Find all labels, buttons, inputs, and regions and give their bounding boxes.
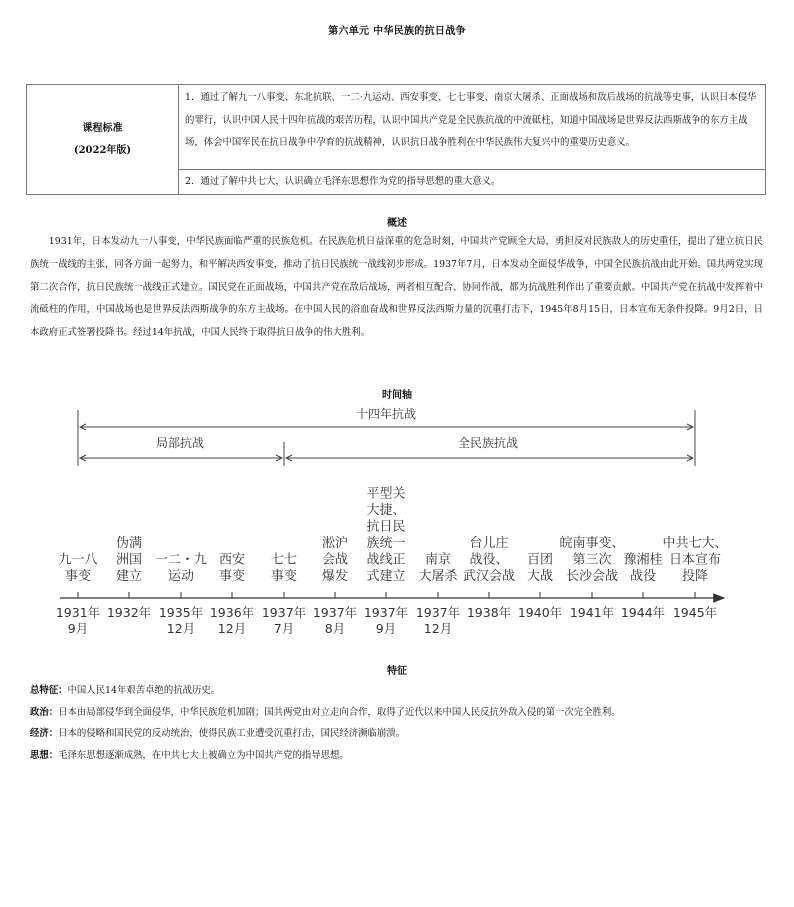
timeline-event-label: 战役	[629, 569, 657, 584]
features-list	[30, 680, 770, 766]
timeline-event-label: 七七	[270, 552, 298, 568]
timeline-events	[56, 486, 728, 637]
standards-item-1: 1．通过了解九一八事变、东北抗联、一二·九运动、西安事变、七七事变、南京大屠杀、正面战场和敌后战场的抗战等史事，认识日本侵华的罪行，认识中国人民十四年抗战的艰苦历程，认识中国共产党是全民族抗战的中流砥柱，知道中国战场是世界反法西斯战争的东方主战场，体会中国军民在抗日战争中孕育的抗战精神，认识抗日战争胜利在中华民族伟大复兴中的重要历史意义。	[179, 85, 765, 170]
timeline-date-label: 8月	[324, 621, 346, 636]
timeline-event-label: 族统一	[366, 536, 406, 551]
timeline-event-label: 第三次	[572, 552, 612, 568]
timeline-event-label: 武汉会战	[462, 569, 516, 584]
timeline-date-label: 1937年	[363, 605, 409, 620]
timeline-event-label: 运动	[167, 569, 195, 584]
timeline-event-label: 淞沪	[321, 536, 349, 551]
timeline-event-label: 台儿庄	[469, 536, 509, 551]
timeline-event-label: 抗日民	[366, 519, 406, 535]
timeline-date-label: 1931年	[55, 605, 101, 620]
timeline-heading: 时间轴	[382, 390, 412, 401]
timeline-event-label: 南京	[424, 552, 452, 568]
timeline-date-label: 1932年	[106, 605, 152, 620]
timeline-event-label: 战线正	[366, 552, 406, 568]
timeline-event-label: 事变	[218, 569, 246, 584]
timeline-event-label: 百团	[526, 552, 554, 568]
timeline-event-label: 大捷、	[366, 503, 406, 518]
timeline-date-label: 7月	[273, 621, 295, 636]
timeline-date-label: 1941年	[569, 605, 615, 620]
overview-heading: 概述	[387, 218, 407, 229]
timeline-event-label: 一二・九	[154, 552, 208, 568]
timeline-date-label: 9月	[67, 621, 89, 636]
span-full-label: 全民族抗战	[457, 436, 519, 450]
curriculum-standards-table	[26, 84, 766, 195]
timeline-date-label: 1945年	[672, 605, 718, 620]
feature-item-thought: 思想：毛泽东思想逐渐成熟，在中共七大上被确立为中国共产党的指导思想。	[30, 749, 349, 761]
timeline-date-label: 1938年	[466, 605, 512, 620]
standards-label: 课程标准	[82, 122, 123, 134]
timeline-event-label: 日本宣布	[668, 552, 722, 568]
timeline-date-label: 1937年	[415, 605, 461, 620]
timeline-event-label: 会战	[321, 552, 349, 568]
standards-label-cell	[27, 85, 179, 194]
timeline-date-label: 1937年	[261, 605, 307, 620]
timeline-event-label: 平型关	[366, 486, 406, 502]
timeline-event-label: 爆发	[321, 569, 349, 584]
feature-item-overall: 总特征：中国人民14年艰苦卓绝的抗战历史。	[30, 685, 221, 696]
timeline-date-label: 1937年	[312, 605, 358, 620]
timeline-event-label: 长沙会战	[565, 569, 619, 584]
timeline-date-label: 1944年	[620, 605, 666, 620]
feature-item-politics: 政治：日本由局部侵华到全面侵华，中华民族危机加剧；国共两党由对立走向合作，取得了近代以来中国人民反抗外敌入侵的第一次完全胜利。	[30, 706, 621, 718]
timeline-event-label: 事变	[270, 569, 298, 584]
overview-paragraph: 1931年，日本发动九一八事变，中华民族面临严重的民族危机。在民族危机日益深重的危急时刻，中国共产党顾全大局，勇担反对民族敌人的历史重任，提出了建立抗日民族统一战线的主张，同各方面一起努力，和平解决西安事变，推动了抗日民族统一战线初步形成。1937年7月，日本发动全面侵华战争，中国全民族抗战由此开始。国共两党实现第二次合作，抗日民族统一战线正式建立。国民党在正面战场，中国共产党在敌后战场，两者相互配合、协同作战，都为抗战胜利作出了重要贡献。中国共产党在抗战中发挥着中流砥柱的作用，中国战场也是世界反法西斯战争的东方主战场。在中国人民的浴血奋战和世界反法西斯力量的沉重打击下，1945年8月15日，日本宣布无条件投降。9月2日，日本政府正式签署投降书。经过14年抗战，中国人民终于取得抗日战争的伟大胜利。	[30, 236, 763, 339]
timeline-event-label: 洲国	[115, 552, 143, 568]
timeline-diagram	[0, 400, 794, 650]
timeline-event-label: 建立	[115, 569, 143, 584]
timeline-event-label: 战役、	[469, 552, 509, 568]
timeline-event-label: 中共七大、	[662, 536, 728, 551]
timeline-date-label: 1935年	[158, 605, 204, 620]
timeline-date-label: 9月	[375, 621, 397, 636]
timeline-date-label: 12月	[217, 621, 247, 636]
standards-version: (2022年版)	[73, 144, 132, 156]
feature-item-economy: 经济：日本的侵略和国民党的反动统治，使得民族工业遭受沉重打击，国民经济濒临崩溃。	[30, 728, 406, 739]
timeline-event-label: 大屠杀	[418, 569, 458, 584]
timeline-date-label: 12月	[423, 621, 453, 636]
timeline-event-label: 皖南事变、	[559, 536, 625, 551]
timeline-event-label: 西安	[218, 552, 246, 568]
timeline-date-label: 1936年	[209, 605, 255, 620]
timeline-event-label: 伪满	[115, 536, 143, 551]
unit-title: 第六单元 中华民族的抗日战争	[328, 26, 466, 37]
timeline-date-label: 12月	[166, 621, 196, 636]
timeline-event-label: 投降	[681, 569, 709, 584]
timeline-event-label: 事变	[64, 569, 92, 584]
standards-content-cell	[179, 85, 765, 194]
timeline-event-label: 九一八	[58, 552, 98, 568]
span-total-label: 十四年抗战	[355, 407, 417, 421]
timeline-event-label: 式建立	[366, 569, 406, 584]
timeline-event-label: 大战	[526, 569, 554, 584]
timeline-date-label: 1940年	[517, 605, 563, 620]
standards-item-2: 2．通过了解中共七大，认识确立毛泽东思想作为党的指导思想的重大意义。	[185, 176, 501, 187]
features-heading: 特征	[387, 666, 407, 677]
timeline-event-label: 豫湘桂	[623, 552, 663, 568]
span-partial-label: 局部抗战	[155, 436, 205, 450]
